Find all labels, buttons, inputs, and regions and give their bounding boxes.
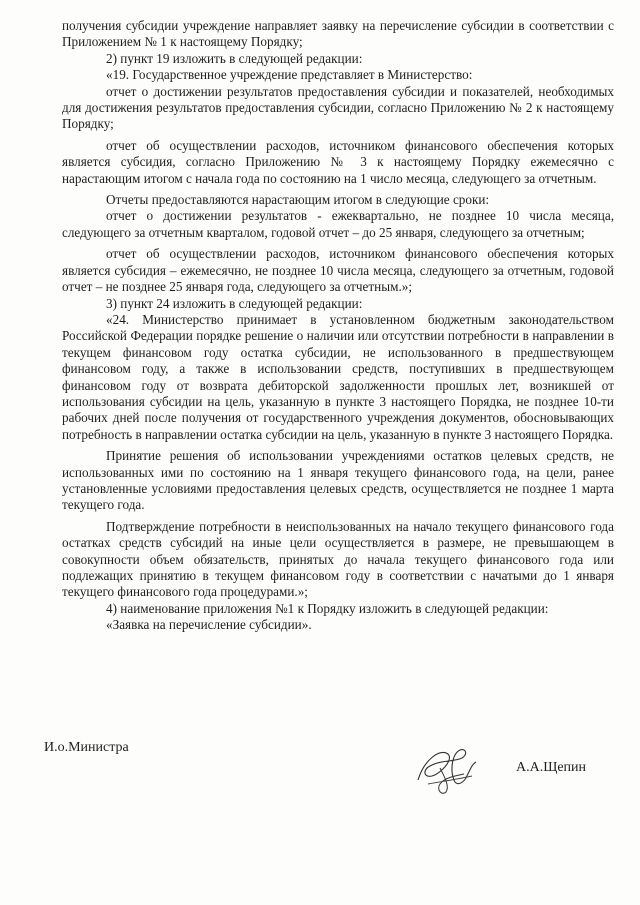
paragraph: отчет о достижении результатов - ежеквартально, не позднее 10 числа месяца, следующего за отчетным кварталом, годовой отчет – до 25 января, следующего за отчетным;: [62, 208, 614, 240]
paragraph: отчет о достижении результатов предоставления субсидии и показателей, необходимых для достижения результатов предоставления субсидии, согласно Приложению № 2 к настоящему Порядку;: [62, 83, 614, 132]
paragraph: «19. Государственное учреждение представляет в Министерство:: [106, 67, 473, 83]
paragraph: «Заявка на перечисление субсидии».: [106, 617, 312, 633]
paragraph: Подтверждение потребности в неиспользованных на начало текущего финансового года остатках средств субсидий на иные цели осуществляется в размере, не превышающем в совокупности объем обязательств, принятых до начала текущего финансового года или подлежащих принятию в текущем финансовом году в соответствии с начатыми до 1 января текущего финансового года процедурами.»;: [62, 518, 614, 600]
paragraph: 3) пункт 24 изложить в следующей редакции:: [106, 295, 363, 311]
paragraph: отчет об осуществлении расходов, источником финансового обеспечения которых является субсидия – ежемесячно, не позднее 10 числа месяца, следующего за отчетным, годовой отчет – не позднее 25 января года, следующего за отчетным.»;: [62, 246, 614, 295]
paragraph: Принятие решения об использовании учреждениями остатков целевых средств, не использованных ими по состоянию на 1 января текущего финансового года, на цели, ранее установленные условиями предоставления целевых средств, осуществляется не позднее 1 марта текущего года.: [62, 448, 614, 513]
paragraph: получения субсидии учреждение направляет заявку на перечисление субсидии в соответствии с Приложением № 1 к настоящему Порядку;: [62, 18, 614, 50]
paragraph: Отчеты предоставляются нарастающим итогом в следующие сроки:: [106, 192, 490, 208]
paragraph: «24. Министерство принимает в установленном бюджетным законодательством Российской Федерации порядке решение о наличии или отсутствии потребности в направлении в текущем финансовом году остатка субсидии, не использованного в предшествующем финансовом году, а также в использовании средств, поступивших в предшествующем финансовом году от возврата дебиторской задолженности прошлых лет, возникшей от использования субсидии на цель, указанную в пункте 3 настоящего Порядка, не позднее 10-ти рабочих дней после получения от государственного учреждения документов, обосновывающих потребность в направлении остатка субсидии на цель, указанную в пункте 3 настоящего Порядка.: [62, 311, 614, 442]
paragraph: 2) пункт 19 изложить в следующей редакции:: [106, 50, 363, 66]
paragraph: отчет об осуществлении расходов, источником финансового обеспечения которых является субсидия, согласно Приложению № 3 к настоящему Порядку ежемесячно с нарастающим итогом с начала года по состоянию на 1 число месяца, следующего за отчетным.: [62, 137, 614, 186]
signatory-name: А.А.Щепин: [516, 760, 587, 775]
handwritten-signature: [410, 740, 480, 798]
signatory-role: И.о.Министра: [44, 740, 129, 755]
paragraph: 4) наименование приложения №1 к Порядку изложить в следующей редакции:: [106, 600, 549, 616]
